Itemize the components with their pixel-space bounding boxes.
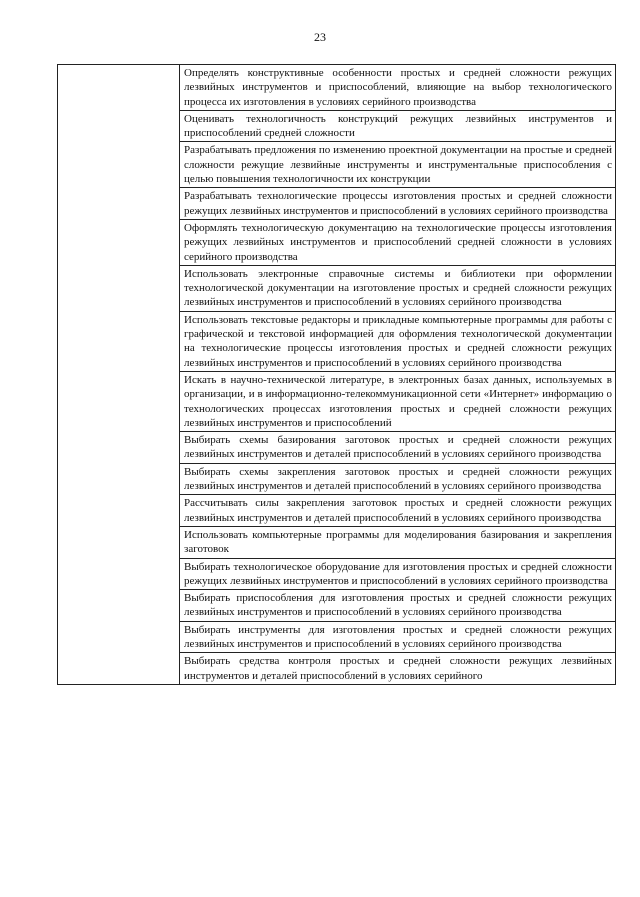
skill-cell: Рассчитывать силы закрепления заготовок простых и средней сложности режущих лезвийных инструментов и деталей приспособлений в условиях серийного производства	[180, 495, 616, 527]
page-number: 23	[314, 30, 326, 44]
skills-table	[57, 64, 616, 685]
skill-cell: Разрабатывать технологические процессы изготовления простых и средней сложности режущих лезвийных инструментов и приспособлений в условиях серийного производства	[180, 188, 616, 220]
skill-cell: Использовать компьютерные программы для моделирования базирования и закрепления заготовок	[180, 526, 616, 558]
skill-cell: Искать в научно-технической литературе, в электронных базах данных, используемых в организации, и в информационно-телекоммуникационной сети «Интернет» информацию о технологических процессах изготовления простых и средней сложности режущих лезвийных инструментов и приспособлений	[180, 371, 616, 431]
skill-cell: Определять конструктивные особенности простых и средней сложности режущих лезвийных инструментов и приспособлений, влияющие на выбор технологического процесса их изготовления в условиях серийного производства	[180, 65, 616, 111]
skill-cell: Разрабатывать предложения по изменению проектной документации на простые и средней сложности режущие лезвийные инструменты и инструментальные приспособления с целью повышения технологичности их конструкции	[180, 142, 616, 188]
skill-cell: Использовать текстовые редакторы и прикладные компьютерные программы для работы с графической и текстовой информацией для оформления технологической документации на технологические процессы изготовления простых и средней сложности режущих лезвийных инструментов и приспособлений в условиях серийного производства	[180, 311, 616, 371]
skill-cell: Выбирать приспособления для изготовления простых и средней сложности режущих лезвийных инструментов и приспособлений в условиях серийного производства	[180, 590, 616, 622]
skills-table-body	[58, 65, 616, 685]
skill-cell: Выбирать технологическое оборудование для изготовления простых и средней сложности режущих лезвийных инструментов и приспособлений в условиях серийного производства	[180, 558, 616, 590]
left-column-cell	[58, 65, 180, 685]
skill-cell: Оформлять технологическую документацию на технологические процессы изготовления режущих лезвийных инструментов и приспособлений средней сложности в условиях серийного производства	[180, 219, 616, 265]
table-row	[58, 65, 616, 111]
skill-cell: Выбирать схемы закрепления заготовок простых и средней сложности режущих лезвийных инструментов и деталей приспособлений в условиях серийного производства	[180, 463, 616, 495]
skill-cell: Выбирать схемы базирования заготовок простых и средней сложности режущих лезвийных инструментов и деталей приспособлений в условиях серийного производства	[180, 432, 616, 464]
skill-cell: Выбирать инструменты для изготовления простых и средней сложности режущих лезвийных инструментов и приспособлений в условиях серийного производства	[180, 621, 616, 653]
skill-cell: Оценивать технологичность конструкций режущих лезвийных инструментов и приспособлений средней сложности	[180, 110, 616, 142]
skill-cell: Использовать электронные справочные системы и библиотеки при оформлении технологической документации на изготовление простых и средней сложности режущих лезвийных инструментов и приспособлений в условиях серийного производства	[180, 265, 616, 311]
skill-cell: Выбирать средства контроля простых и средней сложности режущих лезвийных инструментов и деталей приспособлений в условиях серийного	[180, 653, 616, 685]
